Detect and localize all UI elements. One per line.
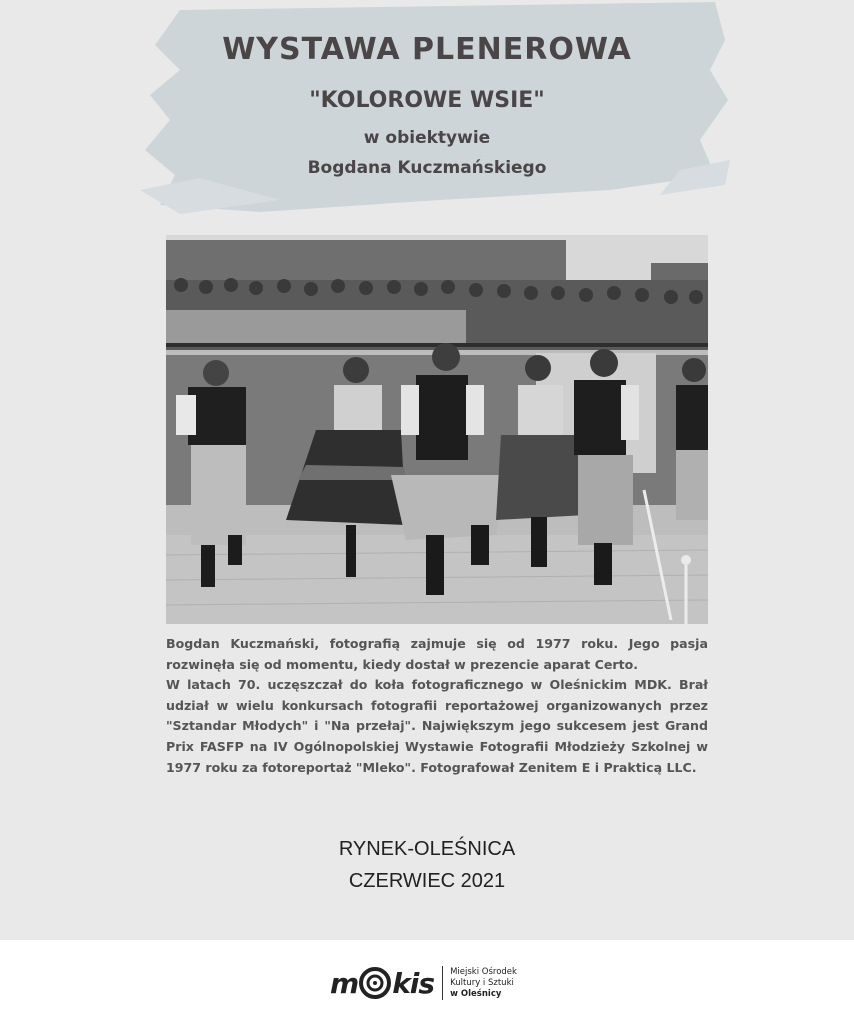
logo-letter-m: m	[330, 966, 359, 1000]
org-line-2: Kultury i Sztuki	[450, 977, 514, 988]
mokis-wordmark	[330, 966, 434, 1000]
organization-name	[450, 967, 517, 1000]
spiral-icon	[358, 966, 392, 1000]
exhibition-location: RYNEK-OLEŚNICA	[338, 838, 516, 860]
footer	[0, 940, 854, 1024]
folk-dance-photo	[166, 235, 708, 624]
exhibition-subtitle: "KOLOROWE WSIE"	[309, 88, 545, 113]
mokis-logo	[330, 958, 517, 1008]
org-line-3: w Oleśnicy	[450, 988, 502, 999]
exhibition-by-line: w obiektywie	[363, 128, 491, 148]
photographer-name: Bogdana Kuczmańskiego	[307, 158, 547, 178]
photographer-bio	[166, 634, 708, 778]
logo-letters-kis: kis	[392, 966, 435, 1000]
org-line-1: Miejski Ośrodek	[450, 966, 517, 977]
exhibition-title: WYSTAWA PLENEROWA	[222, 32, 632, 67]
logo-divider	[442, 966, 443, 1000]
bio-paragraph-2: W latach 70. uczęszczał do koła fotograficznego w Oleśnickim MDK. Brał udział w wielu konkursach fotografii reportażowej organizowanych przez "Sztandar Młodych" i "Na przełaj". Największym jego sukcesem jest Grand Prix FASFP na IV Ogólnopolskiej Wystawie Fotografii Młodzieży Szkolnej w 1977 roku za fotoreportaż "Mleko". Fotografował Zenitem E i Prakticą LLC.	[166, 677, 708, 775]
exhibition-date: CZERWIEC 2021	[348, 870, 506, 892]
bio-paragraph-1: Bogdan Kuczmański, fotografią zajmuje się od 1977 roku. Jego pasja rozwinęła się od momentu, kiedy dostał w prezencie aparat Certo.	[166, 636, 708, 672]
